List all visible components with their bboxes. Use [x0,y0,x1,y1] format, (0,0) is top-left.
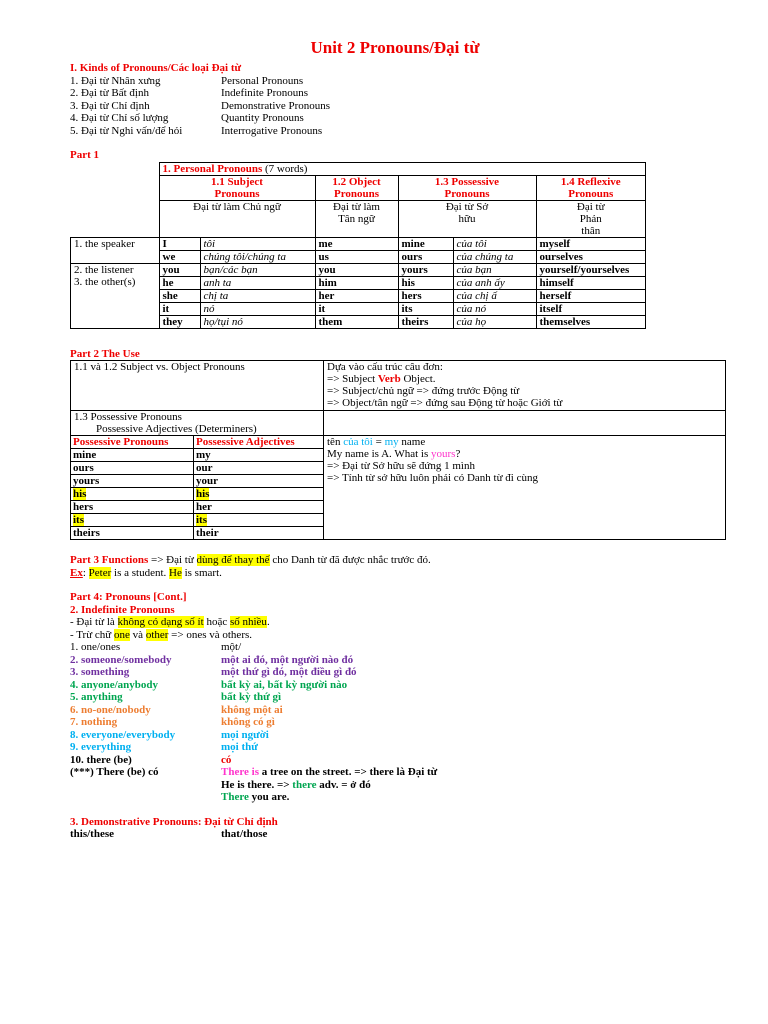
rule-intro: Dựa vào cấu trúc câu đơn: [327,361,443,373]
kinds-section [70,62,720,137]
indefinite-vi: bất kỳ ai, bất kỳ người nào [221,678,348,691]
table-row [71,250,646,263]
list-item [70,666,720,679]
l2d: other [145,628,169,641]
pp-value: hers [73,501,94,513]
part4-line-1 [70,616,720,629]
pa-cell [194,462,324,475]
p3t1: => Đại từ [148,554,197,566]
indefinite-list [70,641,720,766]
l1e: . [266,616,270,628]
sub-possessive: Đại từ Sở hữu [398,200,536,237]
part2-section [70,348,720,541]
rule-1c: Object. [400,373,436,385]
reflexive-pronoun: herself [536,289,646,302]
table-row [71,276,646,289]
l2a: - Trừ chữ [70,628,115,641]
p3t3: cho Danh từ đã được nhắc trước đó. [269,554,431,566]
table-row [71,449,323,462]
example-4: => Tính từ sở hữu luôn phải có Danh từ đi cùng [327,472,538,484]
kinds-vi: 5. Đại từ Nghi vấn/để hỏi [70,124,183,137]
pa-value: her [196,501,212,513]
col-possessive: 1.3 Possessive Pronouns [398,175,536,200]
part3-section [70,554,720,579]
table-row [71,514,323,527]
kinds-en: Personal Pronouns [221,74,304,87]
example-2 [327,448,722,460]
pp-value: yours [73,475,100,487]
sub-subject: Đại từ làm Chủ ngữ [159,200,315,237]
possessive-title: 1.3 Possessive Pronouns [74,411,182,423]
object-pronoun: us [315,250,398,263]
pp-value: his [73,488,87,500]
indefinite-vi: có [221,753,232,766]
ex2a: My name is A. What is [327,448,431,460]
possessive-pronoun: theirs [398,315,453,328]
indefinite-vi: một thứ gì đó, một điều gì đó [221,666,357,678]
object-pronoun: you [315,263,398,276]
table-row [71,302,646,315]
object-pronoun: him [315,276,398,289]
ex2b: yours [430,448,456,460]
table-row [71,488,323,501]
part3-line-2 [70,567,720,580]
possessive-meaning: của chúng ta [453,250,536,263]
col-subject: 1.1 Subject Pronouns [159,175,315,200]
subject-meaning: chúng tôi/chúng ta [200,250,315,263]
list-item [70,741,720,754]
col-object: 1.2 Object Pronouns [315,175,398,200]
subject-pronoun: we [159,250,200,263]
p3ex4: He [169,566,182,579]
possessive-meaning: của bạn [453,263,536,276]
t3b: you are. [248,791,290,803]
blank-cell [71,175,160,200]
indefinite-vi: mọi người [221,728,269,741]
ex1b: của tôi [343,436,373,448]
pp-cell [71,462,194,475]
indefinite-vi: không có gì [221,716,275,728]
object-pronoun: me [315,237,398,250]
rule-line-3: => Object/tân ngữ => đứng sau Động từ hoặc Giới từ [327,397,563,409]
indefinite-en: 5. anything [70,691,123,703]
there-example-3 [221,791,289,804]
list-item [70,729,720,742]
pp-cell [71,514,194,527]
there-row-2 [70,779,720,792]
reflexive-pronoun: himself [536,276,646,289]
example-3: => Đại từ Sở hữu sẽ đứng 1 mình [327,460,475,472]
table-title: 1. Personal Pronouns [162,162,263,175]
rule-cell [324,361,726,411]
subject-pronoun: they [159,315,200,328]
kinds-vi: 3. Đại từ Chỉ định [70,99,150,112]
pp-cell [71,475,194,488]
p3ex5: is smart. [181,566,222,579]
pp-value: mine [73,449,97,461]
p3ex2: Peter [88,566,112,579]
l1b: không có dạng số ít [117,616,204,628]
indefinite-vi: không một ai [221,703,283,716]
list-item [70,679,720,692]
t1b: a tree on the street. => there là Đại từ [259,766,438,778]
indefinite-vi: mọi thứ [221,741,258,753]
p3ex1: : [82,566,89,579]
possessive-pairs-cell [71,436,324,540]
pp-cell [71,527,194,540]
ex1d: my [384,436,399,448]
part4-subheading: 2. Indefinite Pronouns [70,603,175,616]
person-blank [71,315,160,328]
part1-section [70,149,720,329]
ex-label: Ex [70,566,83,579]
table-row [71,289,646,302]
list-item [70,641,720,654]
pp-body [71,237,646,328]
indefinite-en: 7. nothing [70,716,118,728]
rule-line-1 [327,373,722,385]
use-table [70,360,726,540]
possessive-pronoun: yours [398,263,453,276]
personal-pronouns-table [70,162,646,329]
t2b: there [292,778,317,791]
indefinite-en: 3. something [70,666,130,678]
kinds-list [70,75,720,138]
kinds-en: Quantity Pronouns [221,112,304,124]
there-row-3 [70,791,720,804]
demonstrative-far: that/those [221,828,268,840]
demonstrative-near: this/these [70,828,114,840]
ex1a: tên [327,436,344,448]
subject-meaning: bạn/các bạn [200,263,315,276]
example-1 [327,436,722,448]
part3-line-1 [70,554,720,567]
person-blank [71,302,160,315]
reflexive-pronoun: myself [536,237,646,250]
pa-cell [194,488,324,501]
l1d: số nhiều [229,616,267,628]
subject-pronoun: it [159,302,200,315]
pa-cell [194,527,324,540]
l1c: hoặc [203,616,230,628]
part5-head-vi: Đại từ Chỉ định [204,815,278,828]
p3t2: dùng để thay thế [196,554,270,566]
subject-pronoun: I [159,237,200,250]
kinds-en: Indefinite Pronouns [221,87,309,99]
list-item [70,704,720,717]
indefinite-en: 8. everyone/everybody [70,728,176,741]
there-example-2 [221,779,371,792]
part4-line-2 [70,629,720,642]
kinds-vi: 2. Đại từ Bất định [70,87,149,99]
kinds-row [70,87,720,100]
part4-heading: Part 4: Pronouns [Cont.] [70,591,187,603]
blank-cell [71,200,160,237]
pa-cell [194,449,324,462]
subject-meaning: anh ta [200,276,315,289]
part5-section [70,816,720,841]
possessive-meaning: của nó [453,302,536,315]
possessive-pronoun: hers [398,289,453,302]
rule-1a: => Subject [327,373,378,385]
pa-value: their [196,527,219,539]
possessive-meaning: của chị ấ [453,289,536,302]
ex1c: = [372,436,385,448]
indefinite-vi: một/ [221,641,242,653]
pp-cell [71,449,194,462]
possessive-subtitle: Possessive Adjectives (Determiners) [96,423,257,435]
part4-section [70,591,720,804]
object-pronoun: them [315,315,398,328]
reflexive-pronoun: itself [536,302,646,315]
page-title: Unit 2 Pronouns/Đại từ [310,38,480,57]
person-label: 2. the listener [71,263,160,276]
there-label: (***) There (be) có [70,766,159,778]
reflexive-pronoun: ourselves [536,250,646,263]
table-row [71,475,323,488]
indefinite-en: 9. everything [70,741,132,753]
table-title-suffix: (7 words) [262,162,308,175]
corner-cell [71,162,160,175]
there-row-1 [70,766,720,779]
possessive-pairs-table [71,436,323,539]
possessive-cell [71,411,324,436]
kinds-row [70,125,720,138]
table-title-cell [159,162,646,175]
pp-cell [71,501,194,514]
part5-head: 3. Demonstrative Pronouns: [70,815,205,828]
blank-cell [324,411,726,436]
t3a: There [221,791,249,803]
t2a: He is there. => [221,778,293,791]
l1a: - Đại từ là [70,616,118,628]
indefinite-en: 6. no-one/nobody [70,703,151,716]
list-item [70,654,720,667]
person-blank [71,289,160,302]
part3-heading: Part 3 Functions [70,554,149,566]
pp-cell [71,488,194,501]
col-reflexive: 1.4 Reflexive Pronouns [536,175,646,200]
pa-value: my [196,449,211,461]
possessive-pronoun: his [398,276,453,289]
person-blank [71,250,160,263]
pa-value: his [196,488,210,500]
pp-value: theirs [73,527,100,539]
kinds-en: Interrogative Pronouns [221,124,323,137]
t2c: adv. = ở đó [316,778,371,791]
sub-object: Đại từ làm Tân ngữ [315,200,398,237]
table-row [71,263,646,276]
kinds-row [70,100,720,113]
subject-meaning: tôi [200,237,315,250]
table-row [71,315,646,328]
blank-cell [70,779,221,792]
list-item [70,691,720,704]
possessive-pronoun: mine [398,237,453,250]
pa-cell [194,501,324,514]
person-label: 3. the other(s) [71,276,160,289]
table-row [71,501,323,514]
possessive-meaning: của tôi [453,237,536,250]
col-pa: Possessive Adjectives [194,436,324,449]
person-label: 1. the speaker [71,237,160,250]
subject-meaning: chị ta [200,289,315,302]
table-row [71,237,646,250]
pa-value: your [196,475,218,487]
col-pp: Possessive Pronouns [71,436,194,449]
object-pronoun: her [315,289,398,302]
reflexive-pronoun: yourself/yourselves [536,263,646,276]
subject-pronoun: she [159,289,200,302]
p3ex3: is a student. [111,566,170,579]
document-page [70,38,720,841]
subject-meaning: họ/tụi nó [200,315,315,328]
pp-value: ours [73,462,94,474]
indefinite-vi: bất kỳ thứ gì [221,691,282,703]
pairs-body [71,449,323,540]
l2e: => ones và others. [168,628,253,641]
subject-pronoun: you [159,263,200,276]
part2-heading: Part 2 The Use [70,347,140,360]
examples-cell [324,436,726,540]
part1-heading: Part 1 [70,149,100,161]
ex2c: ? [455,448,461,460]
ex1e: name [398,436,426,448]
indefinite-en: 2. someone/somebody [70,653,172,666]
kinds-vi: 4. Đại từ Chỉ số lượng [70,112,169,124]
list-item [70,716,720,729]
pa-cell [194,475,324,488]
part5-heading [70,816,720,829]
t1a: There is [221,766,259,778]
pa-value: our [196,462,213,474]
kinds-row [70,75,720,88]
reflexive-pronoun: themselves [536,315,646,328]
kinds-en: Demonstrative Pronouns [221,99,331,112]
possessive-meaning: của anh ấy [453,276,536,289]
kinds-vi: 1. Đại từ Nhân xưng [70,74,161,87]
rule-line-2: => Subject/chủ ngữ => đứng trước Động từ [327,385,520,397]
indefinite-en: 1. one/ones [70,641,121,653]
pa-value: its [196,514,207,526]
possessive-pronoun: its [398,302,453,315]
pp-value: its [73,514,84,526]
l2b: one [114,628,130,641]
table-row [71,462,323,475]
table-row [71,527,323,540]
possessive-meaning: của họ [453,315,536,328]
pa-cell [194,514,324,527]
kinds-row [70,112,720,125]
subject-pronoun: he [159,276,200,289]
kinds-heading: I. Kinds of Pronouns/Các loại Đại từ [70,62,242,74]
list-item [70,754,720,767]
subject-meaning: nó [200,302,315,315]
blank-cell [70,791,221,804]
sub-reflexive: Đại từ Phản thân [536,200,646,237]
l2c: và [129,628,146,641]
indefinite-en: 10. there (be) [70,753,132,766]
indefinite-en: 4. anyone/anybody [70,678,159,691]
rule-verb: Verb [377,373,401,385]
there-example-1 [221,766,437,779]
object-pronoun: it [315,302,398,315]
indefinite-vi: một ai đó, một người nào đó [221,653,354,666]
subject-object-cell: 1.1 và 1.2 Subject vs. Object Pronouns [71,361,324,411]
possessive-pronoun: ours [398,250,453,263]
demonstrative-row [70,828,720,841]
